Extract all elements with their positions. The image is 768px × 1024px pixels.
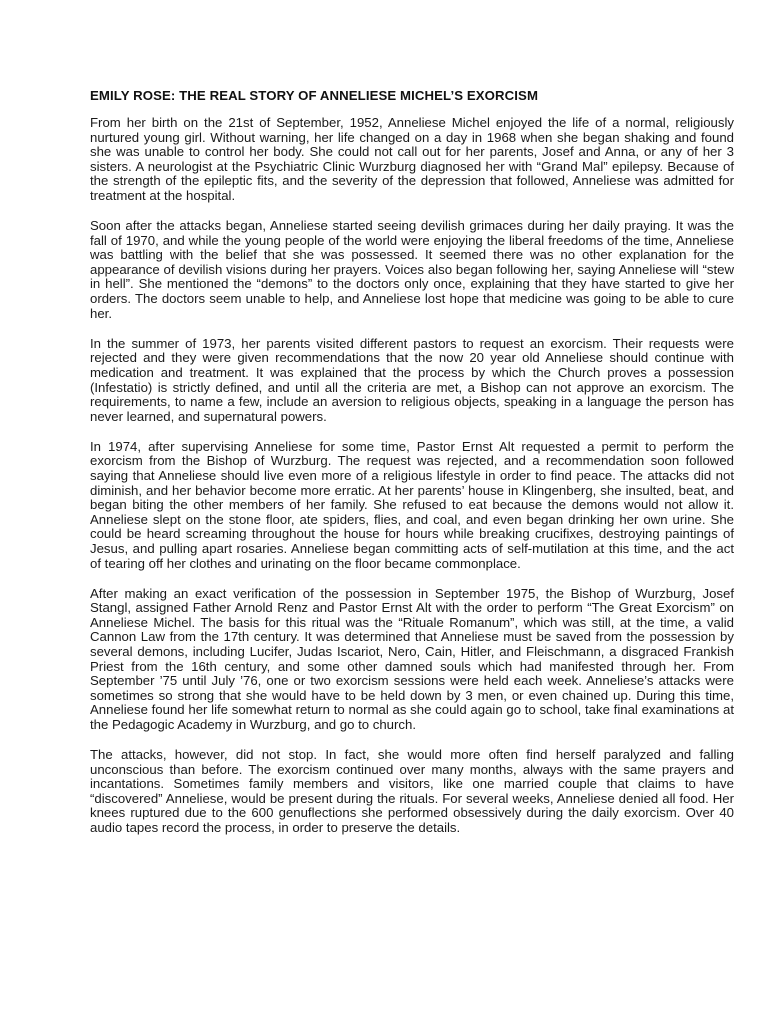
paragraph-1974-behavior: In 1974, after supervising Anneliese for some time, Pastor Ernst Alt requested a permit to perform the exorcism from the Bishop of Wurzburg. The request was rejected, and a recommendation soon followed saying that Anneliese should live even more of a religious lifestyle in order to find peace. The attacks did not diminish, and her behavior become more erratic. At her parents’ house in Klingenberg, she insulted, beat, and began biting the other members of her family. She refused to eat because the demons would not allow it. Anneliese slept on the stone floor, ate spiders, flies, and coal, and even began drinking her own urine. She could be heard screaming throughout the house for hours while breaking crucifixes, destroying paintings of Jesus, and pulling apart rosaries. Anneliese began committing acts of self-mutilation at this time, and the act of tearing off her clothes and urinating on the floor became commonplace. [90, 438, 734, 571]
paragraph-exorcism-request: In the summer of 1973, her parents visited different pastors to request an exorcism. Their requests were rejected and they were given recommendations that the now 20 year old Anneliese should continue with medication and treatment. It was explained that the process by which the Church proves a possession (Infestatio) is strictly defined, and until all the criteria are met, a Bishop can not approve an exorcism. The requirements, to name a few, include an aversion to religious objects, speaking in a language the person has never learned, and supernatural powers. [90, 335, 734, 424]
document-title: EMILY ROSE: THE REAL STORY OF ANNELIESE MICHEL’S EXORCISM [90, 88, 539, 103]
paragraph-great-exorcism: After making an exact verification of the possession in September 1975, the Bishop of Wurzburg, Josef Stangl, assigned Father Arnold Renz and Pastor Ernst Alt with the order to perform “The Great Exorcism” on Anneliese Michel. The basis for this ritual was the “Rituale Romanum”, which was still, at the time, a valid Cannon Law from the 17th century. It was determined that Anneliese must be saved from the possession by several demons, including Lucifer, Judas Iscariot, Nero, Cain, Hitler, and Fleischmann, a disgraced Frankish Priest from the 16th century, and some other damned souls which had manifested through her. From September ’75 until July ’76, one or two exorcism sessions were held each week. Anneliese’s attacks were sometimes so strong that she would have to be held down by 3 men, or even chained up. During this time, Anneliese found her life somewhat return to normal as she could again go to school, take final examinations at the Pedagogic Academy in Wurzburg, and go to church. [90, 585, 734, 732]
document-page [90, 88, 734, 836]
paragraph-attacks-continue: The attacks, however, did not stop. In fact, she would more often find herself paralyzed and falling unconscious than before. The exorcism continued over many months, always with the same prayers and incantations. Sometimes family members and visitors, like one married couple that claims to have “discovered” Anneliese, would be present during the rituals. For several weeks, Anneliese denied all food. Her knees ruptured due to the 600 genuflections she performed obsessively during the daily exorcism. Over 40 audio tapes record the process, in order to preserve the details. [90, 747, 734, 836]
paragraph-devilish-visions: Soon after the attacks began, Anneliese started seeing devilish grimaces during her daily praying. It was the fall of 1970, and while the young people of the world were enjoying the liberal freedoms of the time, Anneliese was battling with the belief that she was possessed. It seemed there was no other explanation for the appearance of devilish visions during her prayers. Voices also began following her, saying Anneliese will “stew in hell”. She mentioned the “demons” to the doctors only once, explaining that they have started to give her orders. The doctors seem unable to help, and Anneliese lost hope that medicine was going to be able to cure her. [90, 218, 734, 321]
paragraph-birth-and-epilepsy: From her birth on the 21st of September, 1952, Anneliese Michel enjoyed the life of a normal, religiously nurtured young girl. Without warning, her life changed on a day in 1968 when she began shaking and found she was unable to control her body. She could not call out for her parents, Josef and Anna, or any of her 3 sisters. A neurologist at the Psychiatric Clinic Wurzburg diagnosed her with “Grand Mal” epilepsy. Because of the strength of the epileptic fits, and the severity of the depression that followed, Anneliese was admitted for treatment at the hospital. [90, 115, 734, 203]
